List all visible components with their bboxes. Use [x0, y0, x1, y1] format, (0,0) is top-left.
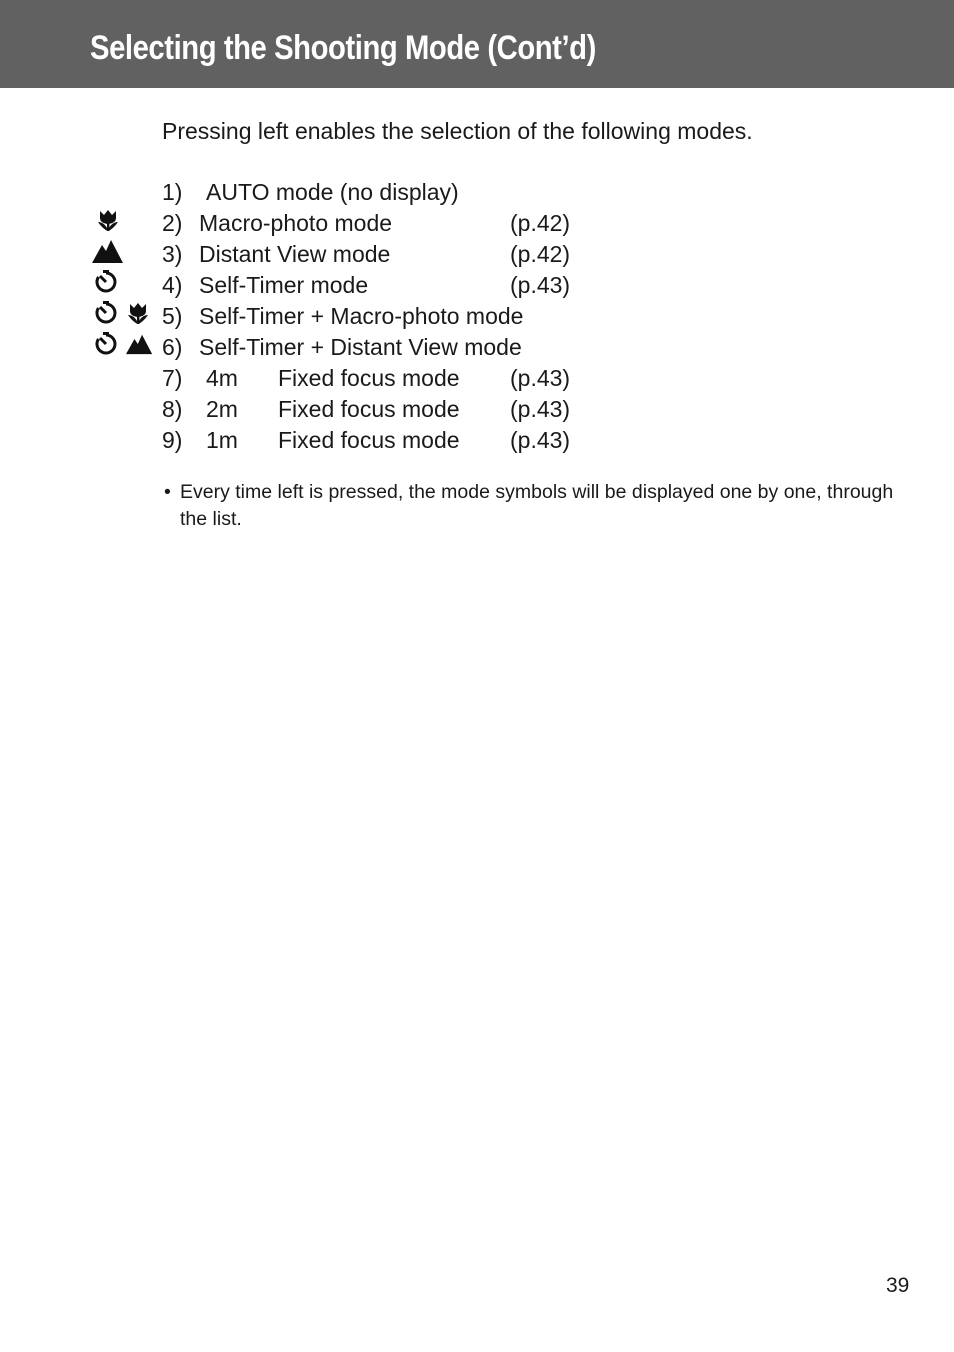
list-item — [0, 177, 954, 208]
item-page-ref: (p.42) — [510, 210, 571, 236]
list-item — [0, 239, 954, 270]
item-number: 3) — [162, 241, 183, 267]
macro-icon — [96, 208, 120, 232]
item-label: Fixed focus mode — [278, 427, 460, 453]
item-page-ref: (p.43) — [510, 396, 571, 422]
item-label: Fixed focus mode — [278, 365, 460, 391]
list-item — [0, 394, 954, 425]
list-item — [0, 363, 954, 394]
item-label: Self-Timer + Distant View mode — [199, 334, 522, 360]
item-label: Self-Timer mode — [199, 272, 369, 298]
distant-view-icon — [92, 239, 124, 263]
self-timer-icon — [94, 270, 118, 294]
item-distance: 2m — [206, 396, 238, 422]
item-page-ref: (p.43) — [510, 365, 571, 391]
item-distance: 1m — [206, 427, 238, 453]
item-label: AUTO mode (no display) — [206, 179, 459, 205]
self-timer-icon — [94, 332, 118, 356]
item-label: Fixed focus mode — [278, 396, 460, 422]
item-label: Distant View mode — [199, 241, 391, 267]
self-timer-icon — [94, 301, 118, 325]
item-label: Self-Timer + Macro-photo mode — [199, 303, 524, 329]
list-item — [0, 301, 954, 332]
item-label: Macro-photo mode — [199, 210, 393, 236]
item-number: 5) — [162, 303, 183, 329]
note-text: Every time left is pressed, the mode symbols will be displayed one by one, through the list. — [180, 481, 894, 530]
intro-text: Pressing left enables the selection of the following modes. — [162, 118, 753, 144]
item-number: 7) — [162, 365, 183, 391]
item-number: 2) — [162, 210, 183, 236]
item-number: 6) — [162, 334, 183, 360]
item-number: 9) — [162, 427, 183, 453]
item-page-ref: (p.42) — [510, 241, 571, 267]
page-number: 39 — [886, 1274, 910, 1297]
distant-view-icon — [126, 332, 153, 356]
note — [164, 479, 894, 533]
item-page-ref: (p.43) — [510, 272, 571, 298]
macro-icon — [126, 301, 150, 325]
page-header — [0, 0, 954, 88]
item-number: 4) — [162, 272, 183, 298]
item-distance: 4m — [206, 365, 238, 391]
list-item — [0, 208, 954, 239]
page-title: Selecting the Shooting Mode (Cont’d) — [90, 29, 596, 67]
item-number: 1) — [162, 179, 183, 205]
item-page-ref: (p.43) — [510, 427, 571, 453]
item-number: 8) — [162, 396, 183, 422]
list-item — [0, 332, 954, 363]
list-item — [0, 425, 954, 456]
list-item — [0, 270, 954, 301]
note-bullet: • — [164, 481, 171, 503]
